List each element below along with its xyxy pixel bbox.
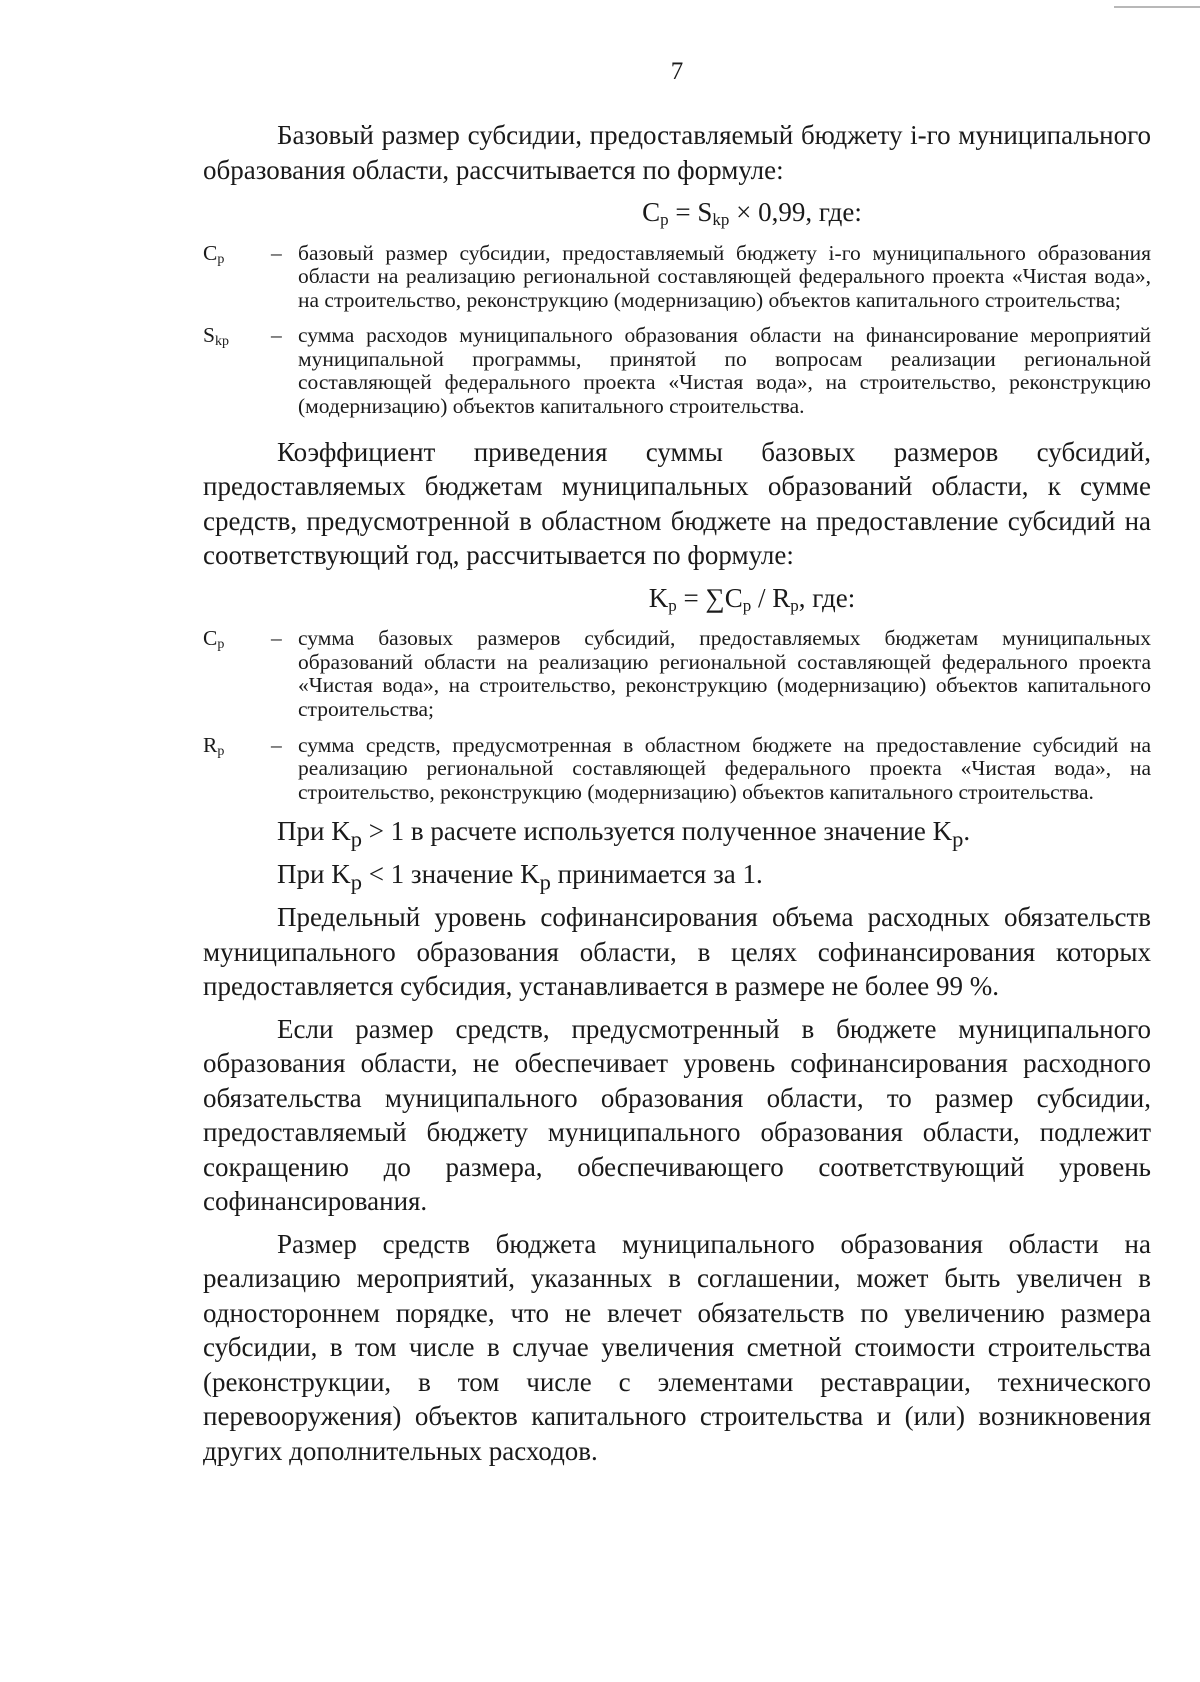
definition-item: [203, 242, 1151, 313]
definition-dash: –: [271, 240, 282, 265]
definition-text: сумма расходов муниципального образования области на финансирование мероприятий муниципальной программы, принятой по вопросам реализации региональной составляющей федерального проекта «Чистая вода», на строительство, реконструкцию (модернизацию) объектов капитального строительства.: [298, 323, 1151, 419]
definition-symbol: $R_p$: [203, 732, 225, 759]
definition-text: базовый размер субсидии, предоставляемый бюджету i-го муниципального образования области на реализацию региональной составляющей федерального проекта «Чистая вода», на строительство, реконструкцию (модернизацию) объектов капитального строительства;: [298, 240, 1151, 312]
definitions-list: [203, 627, 1151, 804]
formula-eq: = S: [668, 197, 713, 227]
paragraph-cofinancing-limit: Предельный уровень софинансирования объема расходных обязательств муниципального образования области, в целях софинансирования которых предоставляется субсидия, устанавливается в размере не более 99 %.: [203, 902, 1151, 1002]
top-edge-line: [1114, 6, 1200, 8]
paragraph-insufficient-funds: Если размер средств, предусмотренный в бюджете муниципального образования области, не обеспечивает уровень софинансирования расходного обязательства муниципального образования области, то размер субсидии, предоставляемый бюджету муниципального образования области, подлежит сокращению до размера, обеспечивающего соответствующий уровень софинансирования.: [203, 1013, 1151, 1217]
definition-dash: –: [271, 732, 282, 757]
definitions-list: [203, 242, 1151, 419]
definition-symbol: $S_{kp}$: [203, 323, 229, 350]
rule-kp-less: При $K_p < 1$ значение $K_p$ принимается за 1.: [277, 859, 763, 895]
paragraph-coefficient-intro: Коэффициент приведения суммы базовых размеров субсидий, предоставляемых бюджетам муниципальных образований области, к сумме средств, предусмотренной в областном бюджете на предоставление субсидий на соответствующий год, рассчитывается по формуле:: [203, 436, 1151, 571]
definition-dash: –: [271, 323, 282, 348]
definition-item: [203, 734, 1151, 805]
formula-rhs: × 0,99, где:: [729, 197, 862, 227]
document-body: [203, 118, 1151, 1468]
rule-kp-greater: При $K_p > 1$ в расчете используется полученное значение $K_p$.: [277, 816, 971, 852]
definition-item: [203, 324, 1151, 418]
definition-symbol: $C_p$: [203, 240, 225, 267]
formula-base-subsidy: [203, 195, 1151, 230]
paragraph-base-subsidy-intro: Базовый размер субсидии, предоставляемый бюджету i-го муниципального образования области, рассчитывается по формуле:: [203, 120, 1151, 185]
formula-sub: kp: [712, 210, 730, 229]
formula-lhs: C: [642, 197, 661, 227]
definition-text: сумма базовых размеров субсидий, предоставляемых бюджетам муниципальных образований области на реализацию региональной составляющей федерального проекта «Чистая вода», на строительство, реконструкцию (модернизацию) объектов капитального строительства;: [298, 626, 1151, 721]
formula-coefficient: $K_p = \sum C_p / R_p$, где:: [648, 582, 856, 615]
paragraph-budget-increase: Размер средств бюджета муниципального образования области на реализацию мероприятий, указанных в соглашении, может быть увеличен в одностороннем порядке, что не влечет обязательств по увеличению размера субсидии, в том числе в случае увеличения сметной стоимости строительства (реконструкции, в том числе с элементами реставрации, технического перевооружения) объектов капитального строительства и (или) возникновения других дополнительных расходов.: [203, 1228, 1151, 1466]
formula-lhs-sub: p: [660, 210, 669, 229]
definition-text: сумма средств, предусмотренная в областном бюджете на предоставление субсидий на реализацию региональной составляющей федерального проекта «Чистая вода», на строительство, реконструкцию (модернизацию) объектов капитального строительства.: [298, 732, 1151, 804]
definition-dash: –: [271, 626, 282, 651]
definition-symbol: $C_p$: [203, 626, 225, 653]
page-number: 7: [670, 58, 684, 85]
definition-item: [203, 627, 1151, 721]
